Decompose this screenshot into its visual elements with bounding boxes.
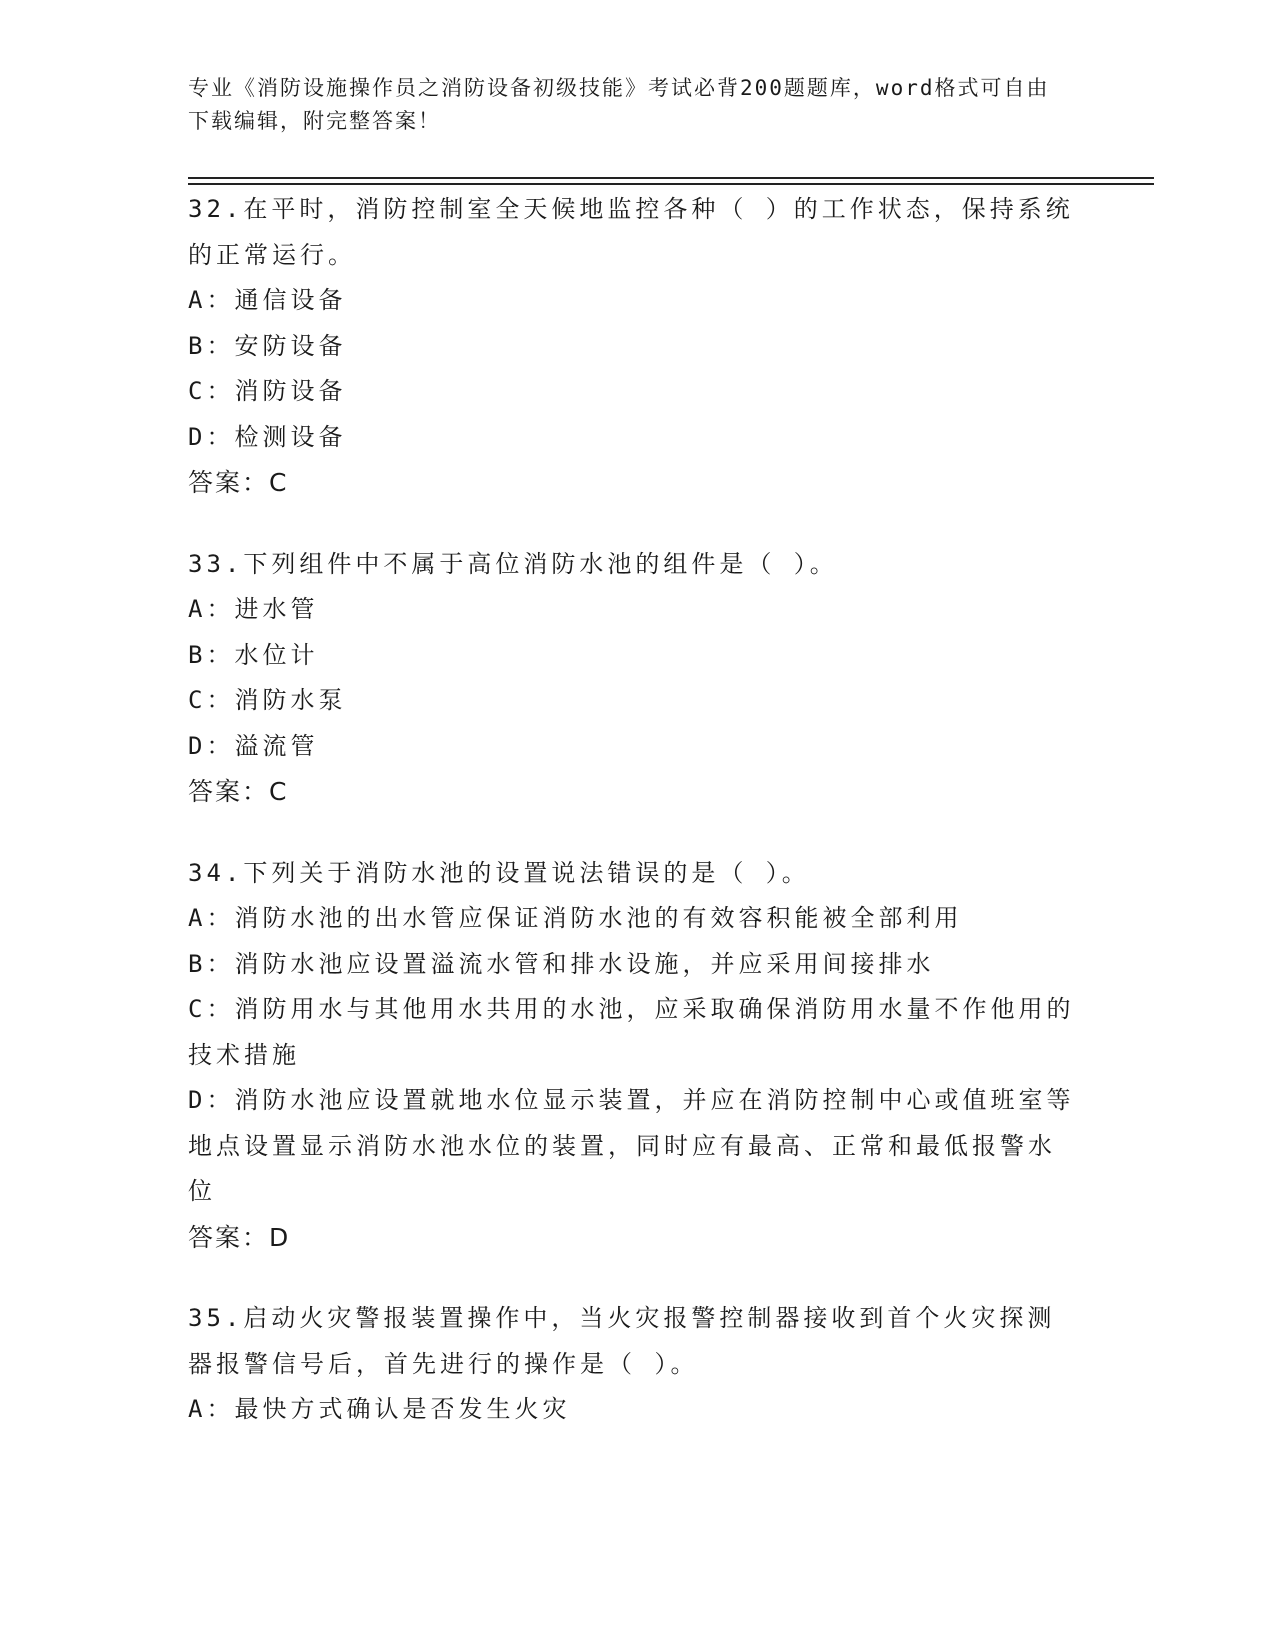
- question-33: [188, 542, 1078, 815]
- question-stem: 33.下列组件中不属于高位消防水池的组件是（ ）。: [188, 549, 838, 578]
- option-d: D：溢流管: [188, 731, 319, 760]
- option-c: C：消防设备: [188, 377, 347, 405]
- option-a: A：进水管: [188, 595, 319, 623]
- question-stem: 32.在平时，消防控制室全天候地监控各种（ ）的工作状态，保持系统的正常运行。: [188, 195, 1074, 269]
- option-b: B：消防水池应设置溢流水管和排水设施，并应采用间接排水: [188, 949, 935, 978]
- option-d: D：检测设备: [188, 422, 347, 451]
- option-b: B：安防设备: [188, 331, 347, 360]
- question-stem: 35.启动火灾警报装置操作中，当火灾报警控制器接收到首个火灾探测器报警信号后，首先进行的操作是（ ）。: [188, 1304, 1056, 1378]
- answer: 答案：D: [188, 1222, 291, 1252]
- option-a: A：最快方式确认是否发生火灾: [188, 1395, 571, 1423]
- question-list: [188, 187, 1078, 1469]
- document-header: 专业《消防设施操作员之消防设备初级技能》考试必背200题题库，word格式可自由下载编辑，附完整答案！: [188, 76, 1050, 133]
- answer: 答案：C: [188, 777, 289, 806]
- option-b: B：水位计: [188, 640, 319, 669]
- option-c: C：消防水泵: [188, 686, 347, 714]
- question-34: [188, 851, 1078, 1261]
- option-a: A：通信设备: [188, 286, 347, 314]
- question-32: [188, 187, 1078, 506]
- question-35: [188, 1296, 1078, 1433]
- option-d: D：消防水池应设置就地水位显示装置，并应在消防控制中心或值班室等地点设置显示消防水池水位的装置，同时应有最高、正常和最低报警水位: [188, 1086, 1075, 1205]
- header-divider-bottom: [188, 183, 1154, 185]
- header-divider-top: [188, 177, 1154, 179]
- answer: 答案：C: [188, 468, 289, 497]
- option-c: C：消防用水与其他用水共用的水池，应采取确保消防用水量不作他用的技术措施: [188, 995, 1075, 1069]
- option-a: A：消防水池的出水管应保证消防水池的有效容积能被全部利用: [188, 904, 963, 932]
- question-stem: 34.下列关于消防水池的设置说法错误的是（ ）。: [188, 858, 810, 887]
